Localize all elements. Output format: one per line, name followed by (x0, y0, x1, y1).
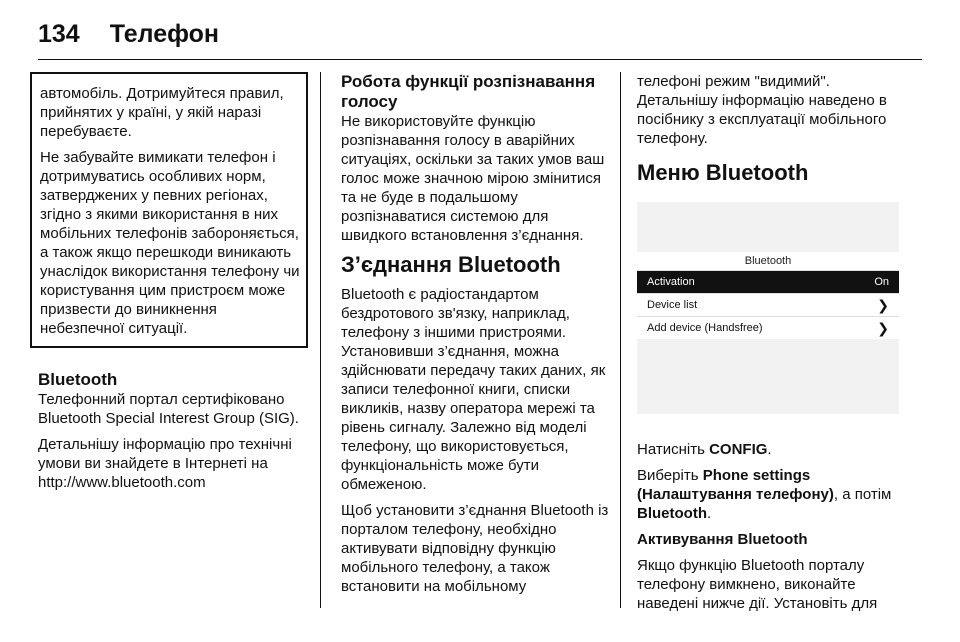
header-rule (38, 59, 922, 60)
column-3 (637, 72, 912, 620)
voice-recognition-paragraph: Не використовуйте функцію розпізнавання голосу в аварійних ситуаціях, оскільки за таких умов ваш голос може значною мірою змінитися та не буде в подальшому розпізнаватися системою для швидкого встановлення з’єднання. (341, 113, 605, 244)
bluetooth-menu-screenshot (637, 202, 899, 414)
warning-paragraph-1: автомобіль. Дотримуйтеся правил, прийнятих у країні, у якій наразі перебуваєте. (40, 85, 284, 140)
bluetooth-connection-paragraph-2: Щоб установити з’єднання Bluetooth із порталом телефону, необхідно активувати відповідну функцію мобільного телефону, а також встановити на мобільному (341, 502, 609, 595)
warning-box (30, 72, 308, 348)
step-text: , а потім (833, 486, 892, 503)
config-key-label: CONFIG (709, 441, 768, 458)
visible-mode-paragraph: телефоні режим "видимий". Детальнішу інформацію наведено в посібнику з експлуатації мобільного телефону. (637, 73, 887, 147)
bluetooth-menu-heading: Меню Bluetooth (637, 160, 809, 185)
page-header (38, 14, 219, 54)
bluetooth-connection-heading: З’єднання Bluetooth (341, 252, 561, 277)
bluetooth-paragraph-2: Детальнішу інформацію про технічні умови ви знайдете в Інтернеті на http://www.bluetooth.com (38, 436, 292, 491)
column-1 (38, 72, 302, 499)
page-number: 134 (38, 19, 80, 48)
column-divider-1 (320, 72, 321, 608)
menu-item-value: On (874, 276, 889, 288)
step-text: Виберіть (637, 467, 703, 484)
menu-panel (637, 252, 899, 339)
chevron-right-icon: ❯ (877, 297, 889, 313)
bluetooth-paragraph-1: Телефонний портал сертифіковано Bluetooth Special Interest Group (SIG). (38, 391, 299, 427)
activate-bluetooth-paragraph: Якщо функцію Bluetooth порталу телефону вимкнено, виконайте наведені нижче дії. Установіть для (637, 557, 878, 612)
chevron-right-icon: ❯ (877, 320, 889, 336)
menu-item-device-list (637, 293, 899, 316)
menu-item-label: Add device (Handsfree) (647, 322, 763, 334)
warning-paragraph-2: Не забувайте вимикати телефон і дотримуватись особливих норм, затверджених у певних регіонах, згідно з якими використання в них мобільних телефонів забороняється, а також якщо перешкоди виникають унаслідок використання телефону чи користування цим пристроєм може призвести до виникнення небезпечної ситуації. (40, 149, 300, 337)
bluetooth-label: Bluetooth (637, 505, 707, 522)
menu-item-label: Device list (647, 299, 698, 311)
step-text: . (767, 441, 772, 458)
step-press-config (637, 440, 912, 459)
menu-item-label: Activation (647, 276, 695, 288)
step-text: . (706, 505, 712, 522)
menu-item-add-device (637, 316, 899, 339)
menu-title: Bluetooth (744, 255, 792, 267)
step-text: Натисніть (637, 441, 710, 458)
bluetooth-connection-paragraph-1: Bluetooth є радіостандартом бездротового зв'язку, наприклад, телефону з іншими пристроями. Установивши з’єднання, можна здійснювати передачу таких даних, як записи телефонної книги, списки викликів, назву оператора мережі та рівень сигналу. Залежно від моделі телефону, що використовується, функціональність може бути обмеженою. (341, 286, 606, 493)
activate-bluetooth-heading: Активування Bluetooth (637, 531, 808, 548)
phone-settings-label: Phone settings (Налаштування телефону) (637, 467, 834, 503)
menu-item-activation (637, 270, 899, 293)
bluetooth-heading: Bluetooth (38, 370, 118, 389)
page-title: Телефон (109, 19, 220, 48)
step-select-phone-settings (637, 466, 912, 523)
column-divider-2 (620, 72, 621, 608)
voice-recognition-heading: Робота функції розпізнавання голосу (341, 72, 596, 111)
column-2 (341, 72, 611, 603)
